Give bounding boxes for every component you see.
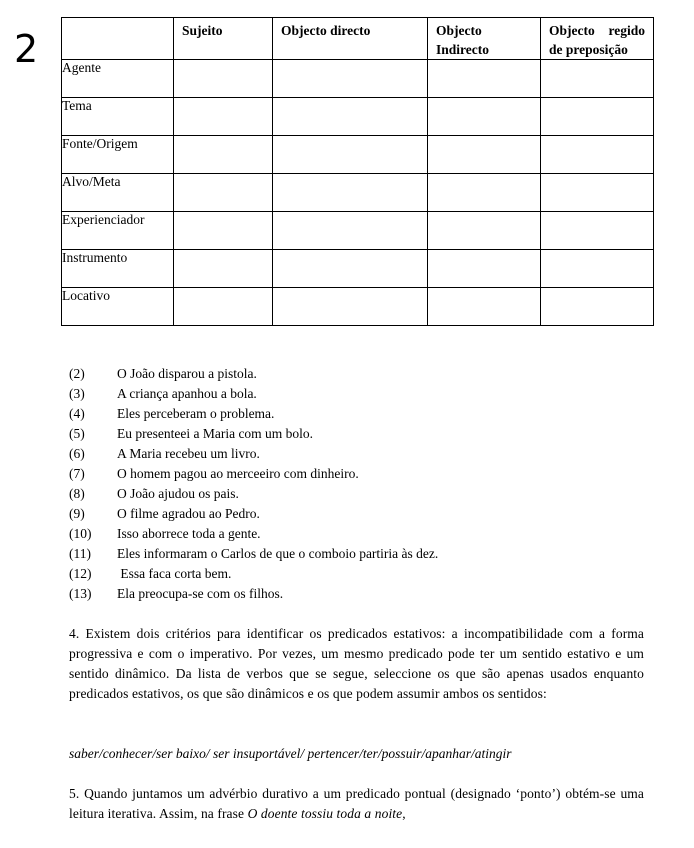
question-5-text: 5. Quando juntamos um advérbio durativo a um predicado pontual (designado ‘ponto’) obtém-se uma leitura iterativa. Assim, na frase	[69, 786, 644, 821]
example-number: (12)	[69, 566, 92, 581]
table-cell	[428, 288, 541, 326]
example-number: (4)	[69, 406, 85, 421]
example-number: (9)	[69, 506, 85, 521]
example-number: (5)	[69, 426, 85, 441]
section-number: 2	[14, 27, 39, 71]
table-row	[62, 136, 654, 174]
example-text: Eu presenteei a Maria com um bolo.	[117, 426, 314, 441]
question-4-paragraph: 4. Existem dois critérios para identificar os predicados estativos: a incompatibilidade com a forma progressiva e com o imperativo. Por vezes, um mesmo predicado pode ter um sentido estativo e um sentido dinâmico. Da lista de verbos que se segue, seleccione os que são apenas usados enquanto predicados estativos, os que são dinâmicos e os que podem assumir ambos os sentidos:	[69, 626, 644, 701]
table-cell	[273, 60, 428, 98]
table-cell	[541, 60, 654, 98]
example-text: O João disparou a pistola.	[117, 366, 257, 381]
example-text: Eles informaram o Carlos de que o comboio partiria às dez.	[117, 546, 439, 561]
table-cell	[273, 250, 428, 288]
row-label-tema: Tema	[62, 98, 174, 136]
table-cell	[428, 174, 541, 212]
table-header-empty	[62, 18, 174, 60]
table-cell	[428, 98, 541, 136]
list-item	[69, 584, 438, 604]
example-number: (2)	[69, 366, 85, 381]
table-cell	[541, 98, 654, 136]
list-item	[69, 404, 438, 424]
list-item	[69, 564, 438, 584]
table-cell	[174, 60, 273, 98]
table-cell	[273, 98, 428, 136]
row-label-locativo: Locativo	[62, 288, 174, 326]
example-text: A Maria recebeu um livro.	[117, 446, 260, 461]
table-header-objecto-directo: Objecto directo	[273, 18, 428, 60]
table-row	[62, 250, 654, 288]
list-item	[69, 464, 438, 484]
table-cell	[273, 136, 428, 174]
table-cell	[273, 174, 428, 212]
table-cell	[541, 250, 654, 288]
table-header-row	[62, 18, 654, 60]
table-cell	[428, 136, 541, 174]
example-text: O homem pagou ao merceeiro com dinheiro.	[117, 466, 359, 481]
list-item	[69, 524, 438, 544]
example-number: (13)	[69, 586, 92, 601]
table-cell	[541, 136, 654, 174]
example-sentences-list	[69, 364, 438, 604]
table-cell	[174, 288, 273, 326]
table-cell	[174, 212, 273, 250]
verb-list: saber/conhecer/ser baixo/ ser insuportável/ pertencer/ter/possuir/apanhar/atingir	[69, 746, 512, 761]
question-5-paragraph	[69, 784, 644, 824]
table-cell	[174, 174, 273, 212]
table-cell	[273, 212, 428, 250]
thematic-roles-table	[61, 17, 654, 326]
list-item	[69, 364, 438, 384]
table-cell	[428, 60, 541, 98]
table-cell	[428, 250, 541, 288]
list-item	[69, 384, 438, 404]
table-cell	[541, 288, 654, 326]
example-number: (8)	[69, 486, 85, 501]
table-cell	[428, 212, 541, 250]
table-row	[62, 60, 654, 98]
row-label-alvo-meta: Alvo/Meta	[62, 174, 174, 212]
list-item	[69, 504, 438, 524]
list-item	[69, 484, 438, 504]
table-row	[62, 288, 654, 326]
example-text: O João ajudou os pais.	[117, 486, 239, 501]
question-5-trailing-punctuation: ,	[402, 806, 406, 821]
example-number: (11)	[69, 546, 91, 561]
example-text: Essa faca corta bem.	[117, 566, 232, 581]
list-item	[69, 544, 438, 564]
example-number: (6)	[69, 446, 85, 461]
row-label-instrumento: Instrumento	[62, 250, 174, 288]
list-item	[69, 424, 438, 444]
table-cell	[273, 288, 428, 326]
example-text: Isso aborrece toda a gente.	[117, 526, 261, 541]
example-text: O filme agradou ao Pedro.	[117, 506, 260, 521]
table-row	[62, 98, 654, 136]
example-number: (3)	[69, 386, 85, 401]
table-header-objecto-regido: Objecto regido de preposição	[541, 18, 654, 60]
row-label-fonte-origem: Fonte/Origem	[62, 136, 174, 174]
example-text: A criança apanhou a bola.	[117, 386, 257, 401]
table-cell	[541, 212, 654, 250]
row-label-agente: Agente	[62, 60, 174, 98]
question-5-example-sentence: O doente tossiu toda a noite	[247, 806, 403, 821]
table-row	[62, 174, 654, 212]
row-label-experienciador: Experienciador	[62, 212, 174, 250]
table-row	[62, 212, 654, 250]
table-header-objecto-indirecto: Objecto Indirecto	[428, 18, 541, 60]
example-text: Eles perceberam o problema.	[117, 406, 275, 421]
table-cell	[541, 174, 654, 212]
example-text: Ela preocupa-se com os filhos.	[117, 586, 284, 601]
table-header-sujeito: Sujeito	[174, 18, 273, 60]
table-cell	[174, 250, 273, 288]
table-cell	[174, 98, 273, 136]
example-number: (10)	[69, 526, 92, 541]
example-number: (7)	[69, 466, 85, 481]
list-item	[69, 444, 438, 464]
table-cell	[174, 136, 273, 174]
